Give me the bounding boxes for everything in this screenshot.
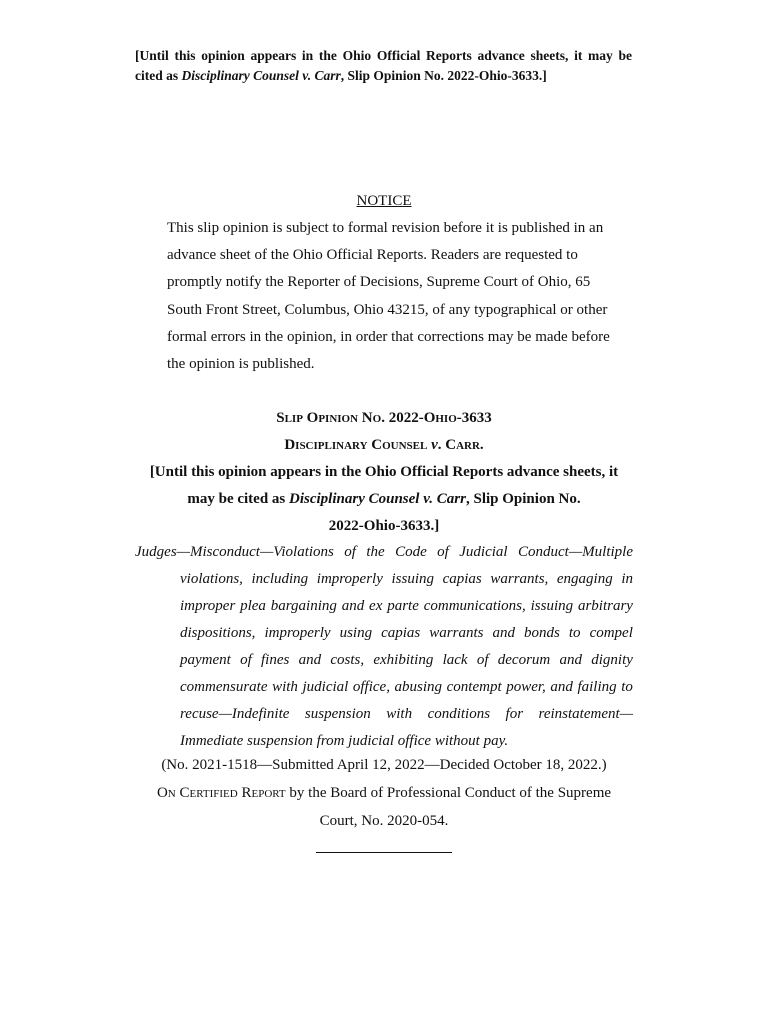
syllabus-word: contempt — [446, 679, 502, 695]
citation-line2-post: , Slip Opinion No. — [465, 491, 581, 508]
case-caption-party-b: . Carr. — [437, 437, 484, 453]
certified-report — [150, 780, 618, 835]
syllabus-word: for — [505, 706, 524, 722]
notice-line: the opinion is published. — [167, 356, 315, 373]
syllabus-word: engaging — [556, 571, 613, 587]
citation-line2-pre: may be cited as — [187, 491, 290, 508]
notice-line: advance sheet of the Ohio Official Reports. Readers are requested to — [167, 247, 578, 264]
separator-rule — [316, 852, 452, 853]
syllabus-line — [135, 566, 633, 593]
syllabus-word: including — [251, 571, 309, 587]
syllabus-word: recuse—Indefinite — [180, 706, 290, 722]
syllabus-word: conditions — [427, 706, 491, 722]
syllabus-word: communications, — [423, 598, 526, 614]
syllabus-word: parte — [387, 598, 419, 614]
syllabus-word: Conduct—Multiple — [517, 544, 633, 560]
report-line1 — [150, 780, 618, 808]
syllabus-word: warrants — [429, 625, 484, 641]
syllabus-word: to — [621, 679, 633, 695]
syllabus-word: warrants, — [490, 571, 549, 587]
syllabus-word: capias — [381, 625, 421, 641]
syllabus-word: and — [341, 598, 365, 614]
syllabus-word: compel — [589, 625, 633, 641]
syllabus-word: Code — [395, 544, 427, 560]
syllabus-word: Judges—Misconduct—Violations — [135, 544, 334, 560]
syllabus-word: issuing — [530, 598, 574, 614]
docket-line: (No. 2021-1518—Submitted April 12, 2022—Decided October 18, 2022.) — [161, 757, 607, 773]
syllabus-word: reinstatement— — [538, 706, 633, 722]
citation-block — [130, 459, 638, 541]
notice-title: NOTICE — [356, 193, 412, 209]
citation-line2 — [130, 486, 638, 513]
syllabus-word: exhibiting — [373, 652, 434, 668]
syllabus-word: costs, — [330, 652, 365, 668]
syllabus-word: the — [366, 544, 385, 560]
syllabus-word: and — [492, 625, 515, 641]
case-caption — [0, 437, 768, 454]
syllabus-word: decorum — [497, 652, 551, 668]
notice-line: promptly notify the Reporter of Decisions, Supreme Court of Ohio, 65 — [167, 274, 591, 291]
header-note-case-name: Disciplinary Counsel v. Carr — [181, 68, 341, 83]
syllabus-word: with — [272, 679, 298, 695]
syllabus-word: using — [339, 625, 373, 641]
syllabus-line — [135, 701, 633, 728]
syllabus-word: Judicial — [459, 544, 508, 560]
citation-line3: 2022-Ohio-3633.] — [328, 518, 440, 535]
syllabus-word: and — [550, 679, 573, 695]
syllabus-word: improperly — [264, 625, 331, 641]
syllabus-word: arbitrary — [577, 598, 633, 614]
syllabus-word: violations, — [180, 571, 243, 587]
syllabus-word: capias — [442, 571, 482, 587]
syllabus-word: and — [559, 652, 582, 668]
case-caption-party-a: Disciplinary Counsel — [284, 437, 432, 453]
syllabus-word: payment — [180, 652, 231, 668]
report-line1-rest: by the Board of Professional Conduct of the Supreme — [285, 785, 612, 801]
syllabus-line — [135, 593, 633, 620]
case-caption-versus: v — [431, 437, 438, 453]
slip-opinion-number: Slip Opinion No. 2022-Ohio-3633 — [276, 410, 492, 426]
syllabus — [135, 539, 633, 755]
syllabus-word: and — [298, 652, 322, 668]
syllabus-word: to — [568, 625, 581, 641]
syllabus-word: failing — [577, 679, 617, 695]
syllabus-word: dignity — [591, 652, 633, 668]
syllabus-word: with — [386, 706, 413, 722]
syllabus-word: improper — [180, 598, 236, 614]
syllabus-word: of — [240, 652, 252, 668]
header-note-line2-rest: , Slip Opinion No. 2022-Ohio-3633.] — [340, 68, 547, 83]
syllabus-word: issuing — [391, 571, 434, 587]
syllabus-line — [135, 674, 633, 701]
syllabus-word: ex — [369, 598, 383, 614]
syllabus-word: bonds — [524, 625, 560, 641]
syllabus-word: fines — [261, 652, 290, 668]
header-citation-note — [135, 46, 632, 86]
citation-case-name: Disciplinary Counsel v. Carr — [289, 491, 466, 508]
report-line2: Court, No. 2020-054. — [319, 812, 449, 829]
syllabus-line: Immediate suspension from judicial office without pay. — [180, 733, 509, 749]
syllabus-word: dispositions, — [180, 625, 256, 641]
syllabus-word: improperly — [316, 571, 383, 587]
syllabus-line — [135, 647, 633, 674]
header-note-line1: [Until this opinion appears in the Ohio Official Reports advance sheets, it may be cited as — [135, 48, 632, 83]
syllabus-word: of — [476, 652, 489, 668]
syllabus-word: office, — [352, 679, 390, 695]
syllabus-word: commensurate — [180, 679, 268, 695]
syllabus-word: in — [621, 571, 633, 587]
syllabus-word: of — [344, 544, 356, 560]
syllabus-word: bargaining — [270, 598, 337, 614]
syllabus-word: suspension — [304, 706, 371, 722]
notice-line: South Front Street, Columbus, Ohio 43215, of any typographical or other — [167, 301, 608, 318]
notice-line: This slip opinion is subject to formal revision before it is published in an — [167, 220, 604, 236]
syllabus-word: abusing — [394, 679, 443, 695]
notice-body — [167, 215, 610, 378]
syllabus-word: judicial — [302, 679, 349, 695]
report-smallcaps: On Certified Report — [156, 785, 286, 801]
notice-line: formal errors in the opinion, in order that corrections may be made before — [167, 328, 610, 345]
syllabus-word: power, — [506, 679, 546, 695]
citation-line1: [Until this opinion appears in the Ohio Official Reports advance sheets, it — [149, 464, 619, 480]
syllabus-word: lack — [442, 652, 468, 668]
syllabus-line — [135, 620, 633, 647]
syllabus-line — [135, 539, 633, 566]
syllabus-word: plea — [240, 598, 266, 614]
syllabus-word: of — [437, 544, 449, 560]
